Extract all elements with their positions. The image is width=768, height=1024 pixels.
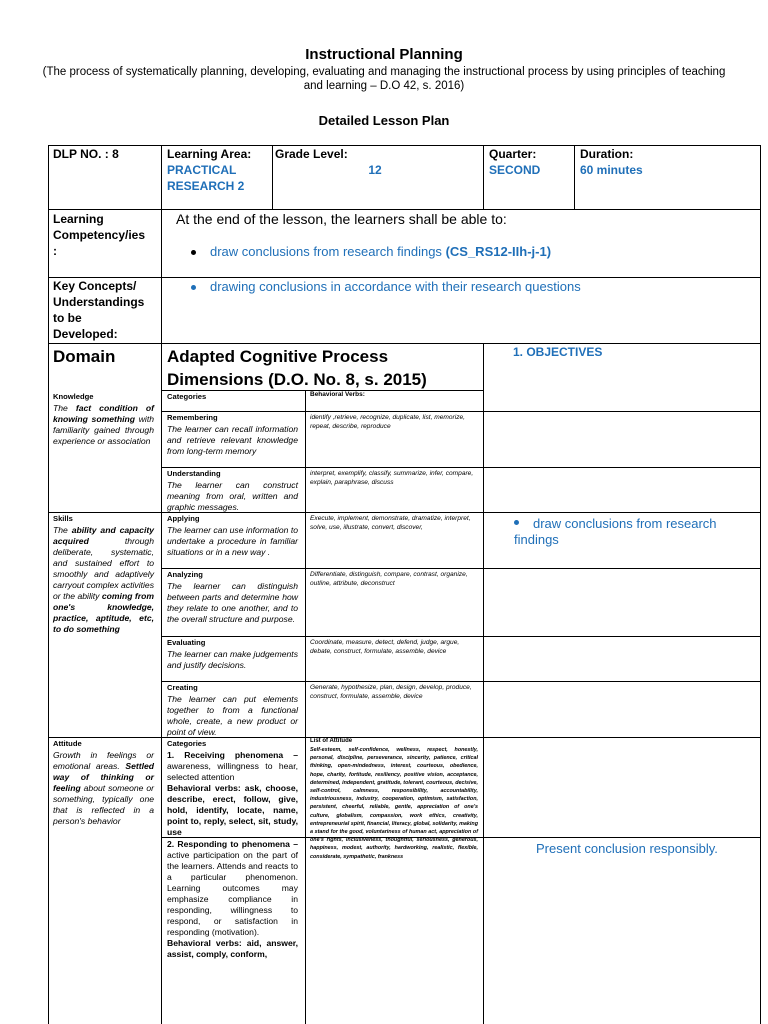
dlp-title: Detailed Lesson Plan <box>318 113 450 128</box>
quarter-label: Quarter: <box>489 147 537 161</box>
categories-label: Categories <box>167 392 207 401</box>
competency-label-3: : <box>53 244 57 258</box>
grade-level-label: Grade Level: <box>275 147 348 161</box>
remembering-verbs: identify ,retrieve, recognize, duplicate, list, memorize, repeat, describe, reproduce <box>310 414 466 430</box>
learning-area-value-2: RESEARCH 2 <box>167 179 245 193</box>
analyzing-desc: The learner can distinguish between parts and determine how they relate to one another, and to the overall structure and purpose. <box>167 581 298 624</box>
bullet-icon <box>191 285 196 290</box>
understanding-title: Understanding <box>167 469 221 478</box>
key-concepts-label-3: to be <box>53 311 82 325</box>
domain-heading: Domain <box>53 347 116 366</box>
page-subtitle: (The process of systematically planning, developing, evaluating and managing the instructional process by using principles of teaching and learning – D.O 42, s. 2016) <box>42 66 726 92</box>
knowledge-desc: The fact condition of knowing something with familiarity gained through experience or association <box>53 403 155 446</box>
behavioral-verbs-label: Behavioral Verbs: <box>310 391 365 398</box>
attitude-desc: Growth in feelings or emotional areas. Settled way of thinking or feeling about someone or something, typically one that is reflected in a person's behavior <box>53 750 154 826</box>
remembering-title: Remembering <box>167 413 218 422</box>
responding-phenomena: 2. Responding to phenomena – active participation on the part of the learners. Attends and reacts to a particular phenomenon. Learning outcomes may emphasize compliance in responding, willingness to respond, or satisfaction in responding (motivation). Behavioral verbs: aid, answer, assist, comply, conform, <box>167 839 299 959</box>
bullet-icon <box>514 520 519 525</box>
competency-intro: At the end of the lesson, the learners shall be able to: <box>176 211 507 227</box>
creating-title: Creating <box>167 683 198 692</box>
page-title: Instructional Planning <box>305 46 463 63</box>
quarter-value: SECOND <box>489 163 541 177</box>
applying-title: Applying <box>167 514 200 523</box>
applying-desc: The learner can use information to undertake a procedure in familiar situations or in a new way . <box>167 525 298 557</box>
duration-label: Duration: <box>580 147 634 161</box>
evaluating-verbs: Coordinate, measure, detect, defend, judge, argue, debate, construct, formulate, assemble, device <box>310 639 460 655</box>
duration-value: 60 minutes <box>580 163 643 177</box>
analyzing-title: Analyzing <box>167 570 203 579</box>
skills-title: Skills <box>53 514 73 523</box>
attitude-list-title: List of Attitude <box>310 738 353 744</box>
dlp-number: DLP NO. : 8 <box>53 147 119 161</box>
attitude-title: Attitude <box>53 739 82 748</box>
competency-label-2: Competency/ies <box>53 228 146 242</box>
acpd-heading-1: Adapted Cognitive Process <box>167 347 389 366</box>
objectives-heading: 1. OBJECTIVES <box>513 345 603 359</box>
key-concepts-item: drawing conclusions in accordance with their research questions <box>191 279 581 294</box>
applying-verbs: Execute, implement, demonstrate, dramatize, interpret, solve, use, illustrate, convert, discover, <box>310 515 471 531</box>
understanding-verbs: interpret, exemplify, classify, summarize, infer, compare, explain, paraphrase, discuss <box>310 470 474 486</box>
attitude-objective: Present conclusion responsibly. <box>536 841 718 856</box>
competency-label-1: Learning <box>53 212 104 226</box>
grade-level-value: 12 <box>368 163 382 177</box>
key-concepts-label-1: Key Concepts/ <box>53 279 137 293</box>
knowledge-title: Knowledge <box>53 392 94 401</box>
remembering-desc: The learner can recall information and retrieve relevant knowledge from long-term memory <box>167 424 298 456</box>
creating-desc: The learner can put elements together to from a functional whole, create, a new product or point of view. <box>167 694 298 737</box>
key-concepts-label-4: Developed: <box>53 327 118 341</box>
acpd-heading-2: Dimensions (D.O. No. 8, s. 2015) <box>167 370 427 389</box>
evaluating-desc: The learner can make judgements and justify decisions. <box>167 649 298 670</box>
analyzing-verbs: Differentiate, distinguish, compare, contrast, organize, outline, attribute, deconstruct <box>310 571 468 587</box>
understanding-desc: The learner can construct meaning from oral, written and graphic messages. <box>167 480 298 512</box>
bullet-icon <box>191 250 196 255</box>
competency-item: draw conclusions from research findings (CS_RS12-IIh-j-1) <box>191 244 551 259</box>
creating-verbs: Generate, hypothesize, plan, design, develop, produce, construct, formulate, assemble, device <box>310 684 472 700</box>
skills-desc: The ability and capacity acquired through deliberate, systematic, and sustained effort to smoothly and adaptively carryout complex activities or the ability coming from one's knowledge, practice, aptitude, etc, to do something <box>53 525 154 634</box>
attitude-list: Self-esteem, self-confidence, wellness, respect, honestly, personal, discipline, perseverance, sincerity, patience, critical thinking, open-mindedness, interest, courteous, obedience, hope, charity, fortitude, resiliency, positive vision, acceptance, determined, independent, gratitude, tolerant, courteous, decisive, self-control, calmness, responsibility, accountability, industriousness, industry, cooperation, optimism, satisfaction, persistent, cheerful, reliable, gentle, appreciation of one's culture, globalism, compassion, work ethics, creativity, entrepreneurial spirit, financial, literacy, global, solidarity, making a stand for the good, voluntariness of human act, appreciation of one's rights, inclusiveness, thoughtful, seriousness, generous, happiness, modest, authority, hardworking, realistic, flexible, considerate, sympathetic, frankness <box>310 747 478 860</box>
evaluating-title: Evaluating <box>167 638 206 647</box>
attitude-categories-label: Categories <box>167 739 207 748</box>
learning-area-value-1: PRACTICAL <box>167 163 237 177</box>
applying-objective: draw conclusions from research findings <box>514 516 717 547</box>
receiving-phenomena: 1. Receiving phenomena – awareness, willingness to hear, selected attention Behavioral verbs: ask, choose, describe, erect, follow, give, hold, identify, locate, name, point to, reply, select, sit, study, use <box>167 750 299 837</box>
learning-area-label: Learning Area: <box>167 147 252 161</box>
key-concepts-label-2: Understandings <box>53 295 145 309</box>
